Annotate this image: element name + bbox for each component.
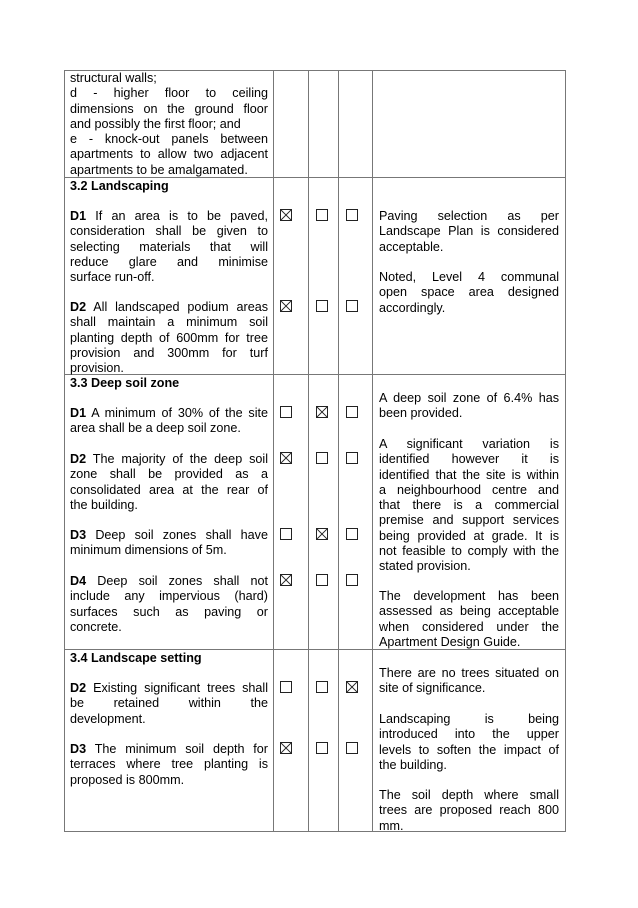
- text-line: selecting materials that will: [70, 239, 268, 254]
- text-line: been provided.: [379, 406, 463, 421]
- text-line: a neighbourhood centre and: [379, 482, 559, 497]
- checkbox-no[interactable]: [316, 406, 328, 418]
- col-line: [308, 70, 309, 832]
- text-line: D2 Existing significant trees shall: [70, 681, 268, 695]
- text-line: proposed is 800mm.: [70, 772, 185, 787]
- control-d2: [70, 452, 268, 513]
- text-line: provision and 300mm for turf: [70, 345, 268, 360]
- checkbox-no[interactable]: [316, 742, 328, 754]
- text-line: levels to soften the impact of: [379, 742, 559, 757]
- text-line: the building.: [70, 497, 138, 512]
- text-line: A significant variation is: [379, 437, 559, 451]
- text-line: be retained within the: [70, 696, 268, 711]
- checkbox-yes[interactable]: [280, 528, 292, 540]
- text-line: dimensions on the ground floor: [70, 101, 268, 116]
- control-d3: [70, 528, 268, 559]
- text-line: assessed as being acceptable: [379, 604, 559, 619]
- checkbox-na[interactable]: [346, 300, 358, 312]
- text-line: introduced into the upper: [379, 727, 559, 742]
- text-line: Landscape Plan is considered: [379, 224, 559, 239]
- text-line: Paving selection as per: [379, 209, 559, 223]
- checkbox-yes[interactable]: [280, 300, 292, 312]
- text-line: Landscaping is being: [379, 712, 559, 726]
- checkbox-no[interactable]: [316, 452, 328, 464]
- comment-text: [379, 209, 559, 255]
- control-d3: [70, 742, 268, 788]
- text-line: The soil depth where small: [379, 788, 559, 802]
- checkbox-na[interactable]: [346, 406, 358, 418]
- text-line: and possibly the first floor; and: [70, 116, 241, 131]
- text-line: when considered under the: [379, 619, 559, 634]
- text-line: consideration shall be given to: [70, 224, 268, 239]
- checkbox-no[interactable]: [316, 300, 328, 312]
- checkbox-na[interactable]: [346, 681, 358, 693]
- text-line: concrete.: [70, 619, 122, 634]
- text-line: D2 The majority of the deep soil: [70, 452, 268, 466]
- comment-text: [379, 712, 559, 773]
- comment-text: [379, 666, 559, 697]
- text-line: include any impervious (hard): [70, 589, 268, 604]
- checkbox-no[interactable]: [316, 681, 328, 693]
- comment-text: [379, 391, 559, 422]
- col-line: [273, 70, 274, 832]
- comment-text: [379, 437, 559, 575]
- checkbox-na[interactable]: [346, 574, 358, 586]
- text-line: identified that the site is within: [379, 467, 559, 482]
- text-line: The development has been: [379, 589, 559, 603]
- text-line: D1 A minimum of 30% of the site: [70, 406, 268, 420]
- text-line: surface run-off.: [70, 270, 155, 285]
- text-line: trees are proposed reach 800: [379, 803, 559, 818]
- col-line: [565, 70, 566, 832]
- checkbox-yes[interactable]: [280, 452, 292, 464]
- text-line: Noted, Level 4 communal: [379, 270, 559, 284]
- text-line: the building.: [379, 757, 447, 772]
- intro-text: [70, 71, 268, 178]
- text-line: minimum dimensions of 5m.: [70, 543, 227, 558]
- control-d1: [70, 406, 268, 437]
- control-d4: [70, 574, 268, 635]
- text-line: A deep soil zone of 6.4% has: [379, 391, 559, 405]
- checkbox-na[interactable]: [346, 452, 358, 464]
- text-line: that there is a commercial: [379, 498, 559, 513]
- text-line: provision.: [70, 361, 124, 376]
- control-d2: [70, 300, 268, 376]
- text-line: D3 The minimum soil depth for: [70, 742, 268, 756]
- comment-text: [379, 788, 559, 834]
- col-line: [372, 70, 373, 832]
- text-line: There are no trees situated on: [379, 666, 559, 680]
- text-line: stated provision.: [379, 559, 471, 574]
- text-line: zone shall be provided as a: [70, 467, 268, 482]
- text-line: terraces where tree planting is: [70, 757, 268, 772]
- text-line: D1 If an area is to be paved,: [70, 209, 268, 223]
- text-line: e - knock-out panels between: [70, 132, 268, 147]
- checkbox-yes[interactable]: [280, 681, 292, 693]
- text-line: surfaces such as paving or: [70, 604, 268, 619]
- checkbox-na[interactable]: [346, 209, 358, 221]
- text-line: mm.: [379, 818, 404, 833]
- text-line: premise and support services: [379, 513, 559, 528]
- text-line: accordingly.: [379, 300, 446, 315]
- text-line: area shall be a deep soil zone.: [70, 421, 241, 436]
- text-line: development.: [70, 711, 146, 726]
- text-line: being provided at grade. It is: [379, 528, 559, 543]
- text-line: Apartment Design Guide.: [379, 634, 521, 649]
- checkbox-yes[interactable]: [280, 406, 292, 418]
- text-line: d - higher floor to ceiling: [70, 86, 268, 101]
- section-heading: 3.2 Landscaping: [70, 179, 169, 193]
- control-d1: [70, 209, 268, 285]
- checkbox-yes[interactable]: [280, 209, 292, 221]
- text-line: apartments to be amalgamated.: [70, 162, 248, 177]
- text-line: site of significance.: [379, 681, 486, 696]
- text-line: D2 All landscaped podium areas: [70, 300, 268, 314]
- control-d2: [70, 681, 268, 727]
- checkbox-na[interactable]: [346, 742, 358, 754]
- col-line: [64, 70, 65, 832]
- text-line: planting depth of 600mm for tree: [70, 330, 268, 345]
- text-line: apartments to allow two adjacent: [70, 147, 268, 162]
- comment-text: [379, 270, 559, 316]
- col-line: [338, 70, 339, 832]
- text-line: consolidated area at the rear of: [70, 482, 268, 497]
- text-line: structural walls;: [70, 71, 157, 85]
- text-line: reduce glare and minimise: [70, 254, 268, 269]
- checkbox-no[interactable]: [316, 528, 328, 540]
- text-line: open space area designed: [379, 285, 559, 300]
- checkbox-na[interactable]: [346, 528, 358, 540]
- checkbox-no[interactable]: [316, 574, 328, 586]
- text-line: D3 Deep soil zones shall have: [70, 528, 268, 542]
- checkbox-yes[interactable]: [280, 742, 292, 754]
- section-heading: 3.3 Deep soil zone: [70, 376, 180, 390]
- section-heading: 3.4 Landscape setting: [70, 651, 202, 665]
- text-line: shall maintain a minimum soil: [70, 315, 268, 330]
- checkbox-no[interactable]: [316, 209, 328, 221]
- text-line: identified however it is: [379, 452, 559, 467]
- text-line: D4 Deep soil zones shall not: [70, 574, 268, 588]
- text-line: not feasible to comply with the: [379, 544, 559, 559]
- checkbox-yes[interactable]: [280, 574, 292, 586]
- text-line: acceptable.: [379, 239, 444, 254]
- comment-text: [379, 589, 559, 650]
